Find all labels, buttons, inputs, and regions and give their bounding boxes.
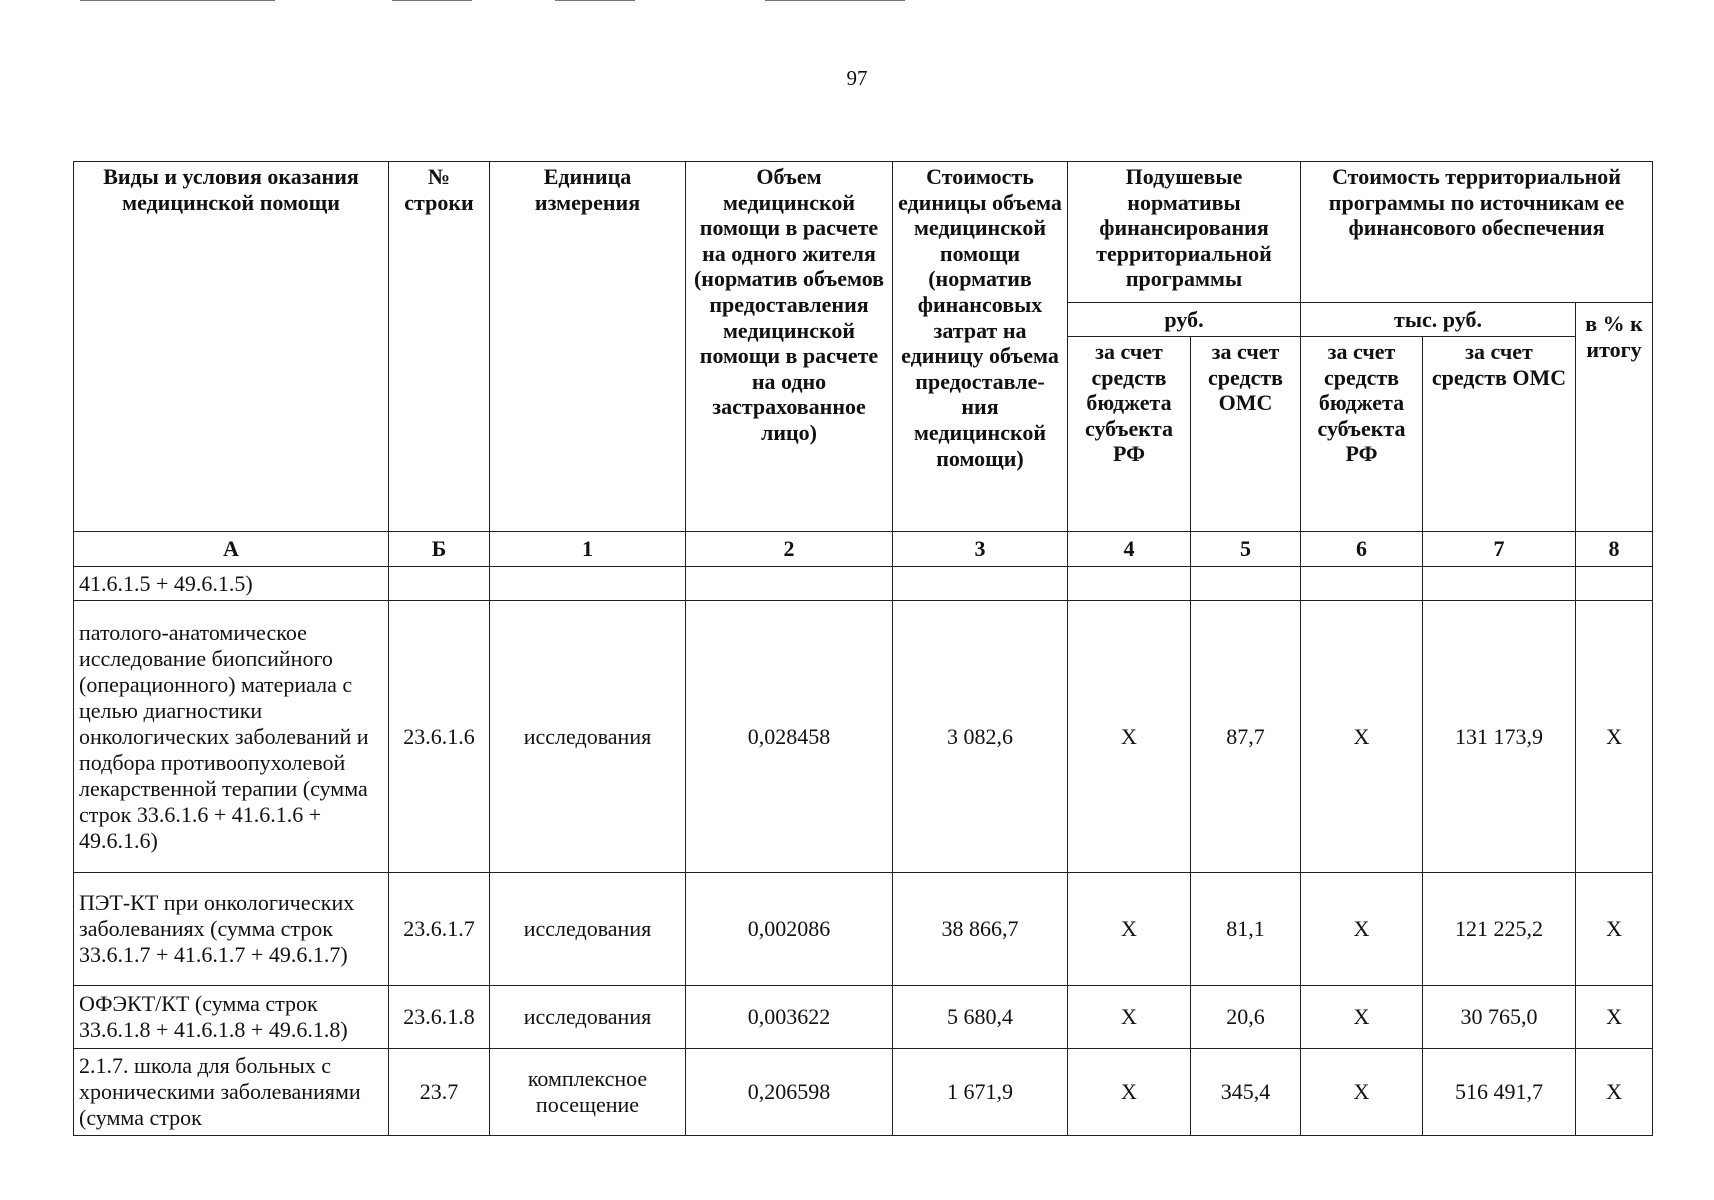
row-volume: 0,028458 xyxy=(686,601,893,873)
scan-edge-mark xyxy=(80,0,275,1)
column-index: 4 xyxy=(1068,532,1191,567)
table-row xyxy=(74,1049,1653,1136)
row-line-number: 23.6.1.7 xyxy=(389,873,490,986)
row-percent: X xyxy=(1576,986,1653,1049)
column-index: 1 xyxy=(490,532,686,567)
header-line-number: № строки xyxy=(389,162,490,532)
header-volume: Объем медицинской помощи в расчете на одного жителя (норматив объемов предоставления медицинской помощи в расчете на одно застрахованное лицо) xyxy=(686,162,893,532)
row-cost-oms: 516 491,7 xyxy=(1423,1049,1576,1136)
row-per-capita-oms xyxy=(1191,567,1301,601)
page-number: 97 xyxy=(846,66,868,90)
header-cost-budget: за счет средств бюджета субъекта РФ xyxy=(1301,337,1423,532)
row-cost-oms xyxy=(1423,567,1576,601)
row-per-capita-budget xyxy=(1068,567,1191,601)
row-cost-oms: 121 225,2 xyxy=(1423,873,1576,986)
row-cost-budget: X xyxy=(1301,1049,1423,1136)
table-row xyxy=(74,873,1653,986)
header-unit-cost: Стоимость единицы объема медицинской помощи (норматив финансовых затрат на единицу объема предоставле-ния медицинской помощи) xyxy=(893,162,1068,532)
row-per-capita-oms: 81,1 xyxy=(1191,873,1301,986)
row-name: ОФЭКТ/КТ (сумма строк 33.6.1.8 + 41.6.1.8 + 49.6.1.8) xyxy=(74,986,389,1049)
row-percent xyxy=(1576,567,1653,601)
row-line-number: 23.6.1.6 xyxy=(389,601,490,873)
table-row xyxy=(74,986,1653,1049)
row-volume: 0,206598 xyxy=(686,1049,893,1136)
row-unit-cost: 1 671,9 xyxy=(893,1049,1068,1136)
row-name: 2.1.7. школа для больных с хроническими заболеваниями (сумма строк xyxy=(74,1049,389,1136)
row-unit: исследования xyxy=(490,873,686,986)
row-line-number xyxy=(389,567,490,601)
row-unit: комплексное посещение xyxy=(490,1049,686,1136)
table-row xyxy=(74,601,1653,873)
row-per-capita-budget: X xyxy=(1068,986,1191,1049)
row-cost-budget: X xyxy=(1301,601,1423,873)
row-unit-cost: 38 866,7 xyxy=(893,873,1068,986)
row-unit-cost xyxy=(893,567,1068,601)
row-percent: X xyxy=(1576,873,1653,986)
row-cost-budget: X xyxy=(1301,986,1423,1049)
table-row xyxy=(74,567,1653,601)
header-rub: руб. xyxy=(1068,303,1301,337)
row-line-number: 23.6.1.8 xyxy=(389,986,490,1049)
column-index: А xyxy=(74,532,389,567)
scan-edge-mark xyxy=(765,0,905,1)
column-index: 8 xyxy=(1576,532,1653,567)
row-per-capita-budget: X xyxy=(1068,601,1191,873)
row-percent: X xyxy=(1576,1049,1653,1136)
header-percent-of-total: в % к итогу xyxy=(1576,303,1653,532)
column-index: 6 xyxy=(1301,532,1423,567)
row-volume xyxy=(686,567,893,601)
row-name: ПЭТ-КТ при онкологических заболеваниях (сумма строк 33.6.1.7 + 41.6.1.7 + 49.6.1.7) xyxy=(74,873,389,986)
row-unit-cost: 5 680,4 xyxy=(893,986,1068,1049)
header-cost-oms: за счет средств ОМС xyxy=(1423,337,1576,532)
header-per-capita-group: Подушевые нормативы финансирования территориальной программы xyxy=(1068,162,1301,303)
row-unit-cost: 3 082,6 xyxy=(893,601,1068,873)
header-per-capita-oms: за счет средств ОМС xyxy=(1191,337,1301,532)
row-unit xyxy=(490,567,686,601)
financing-table xyxy=(73,161,1653,1136)
header-program-cost-group: Стоимость территориальной программы по источникам ее финансового обеспечения xyxy=(1301,162,1653,303)
row-unit: исследования xyxy=(490,986,686,1049)
row-volume: 0,002086 xyxy=(686,873,893,986)
row-per-capita-budget: X xyxy=(1068,1049,1191,1136)
row-cost-oms: 131 173,9 xyxy=(1423,601,1576,873)
column-index-row xyxy=(74,532,1653,567)
row-unit: исследования xyxy=(490,601,686,873)
row-per-capita-oms: 345,4 xyxy=(1191,1049,1301,1136)
row-line-number: 23.7 xyxy=(389,1049,490,1136)
row-volume: 0,003622 xyxy=(686,986,893,1049)
row-per-capita-oms: 87,7 xyxy=(1191,601,1301,873)
row-per-capita-oms: 20,6 xyxy=(1191,986,1301,1049)
row-cost-budget xyxy=(1301,567,1423,601)
header-unit: Единица измерения xyxy=(490,162,686,532)
column-index: 3 xyxy=(893,532,1068,567)
row-name: 41.6.1.5 + 49.6.1.5) xyxy=(74,567,389,601)
row-cost-budget: X xyxy=(1301,873,1423,986)
row-percent: X xyxy=(1576,601,1653,873)
column-index: 2 xyxy=(686,532,893,567)
row-name: патолого-анатомическое исследование биопсийного (операционного) материала с целью диагностики онкологических заболеваний и подбора противоопухолевой лекарственной терапии (сумма строк 33.6.1.6 + 41.6.1.6 + 49.6.1.6) xyxy=(74,601,389,873)
column-index: 5 xyxy=(1191,532,1301,567)
row-cost-oms: 30 765,0 xyxy=(1423,986,1576,1049)
header-row-1 xyxy=(74,162,1653,303)
scan-edge-mark xyxy=(555,0,635,1)
column-index: Б xyxy=(389,532,490,567)
header-kinds-conditions: Виды и условия оказания медицинской помощи xyxy=(74,162,389,532)
row-per-capita-budget: X xyxy=(1068,873,1191,986)
scan-edge-mark xyxy=(392,0,472,1)
column-index: 7 xyxy=(1423,532,1576,567)
header-thousand-rub: тыс. руб. xyxy=(1301,303,1576,337)
header-per-capita-budget: за счет средств бюджета субъекта РФ xyxy=(1068,337,1191,532)
